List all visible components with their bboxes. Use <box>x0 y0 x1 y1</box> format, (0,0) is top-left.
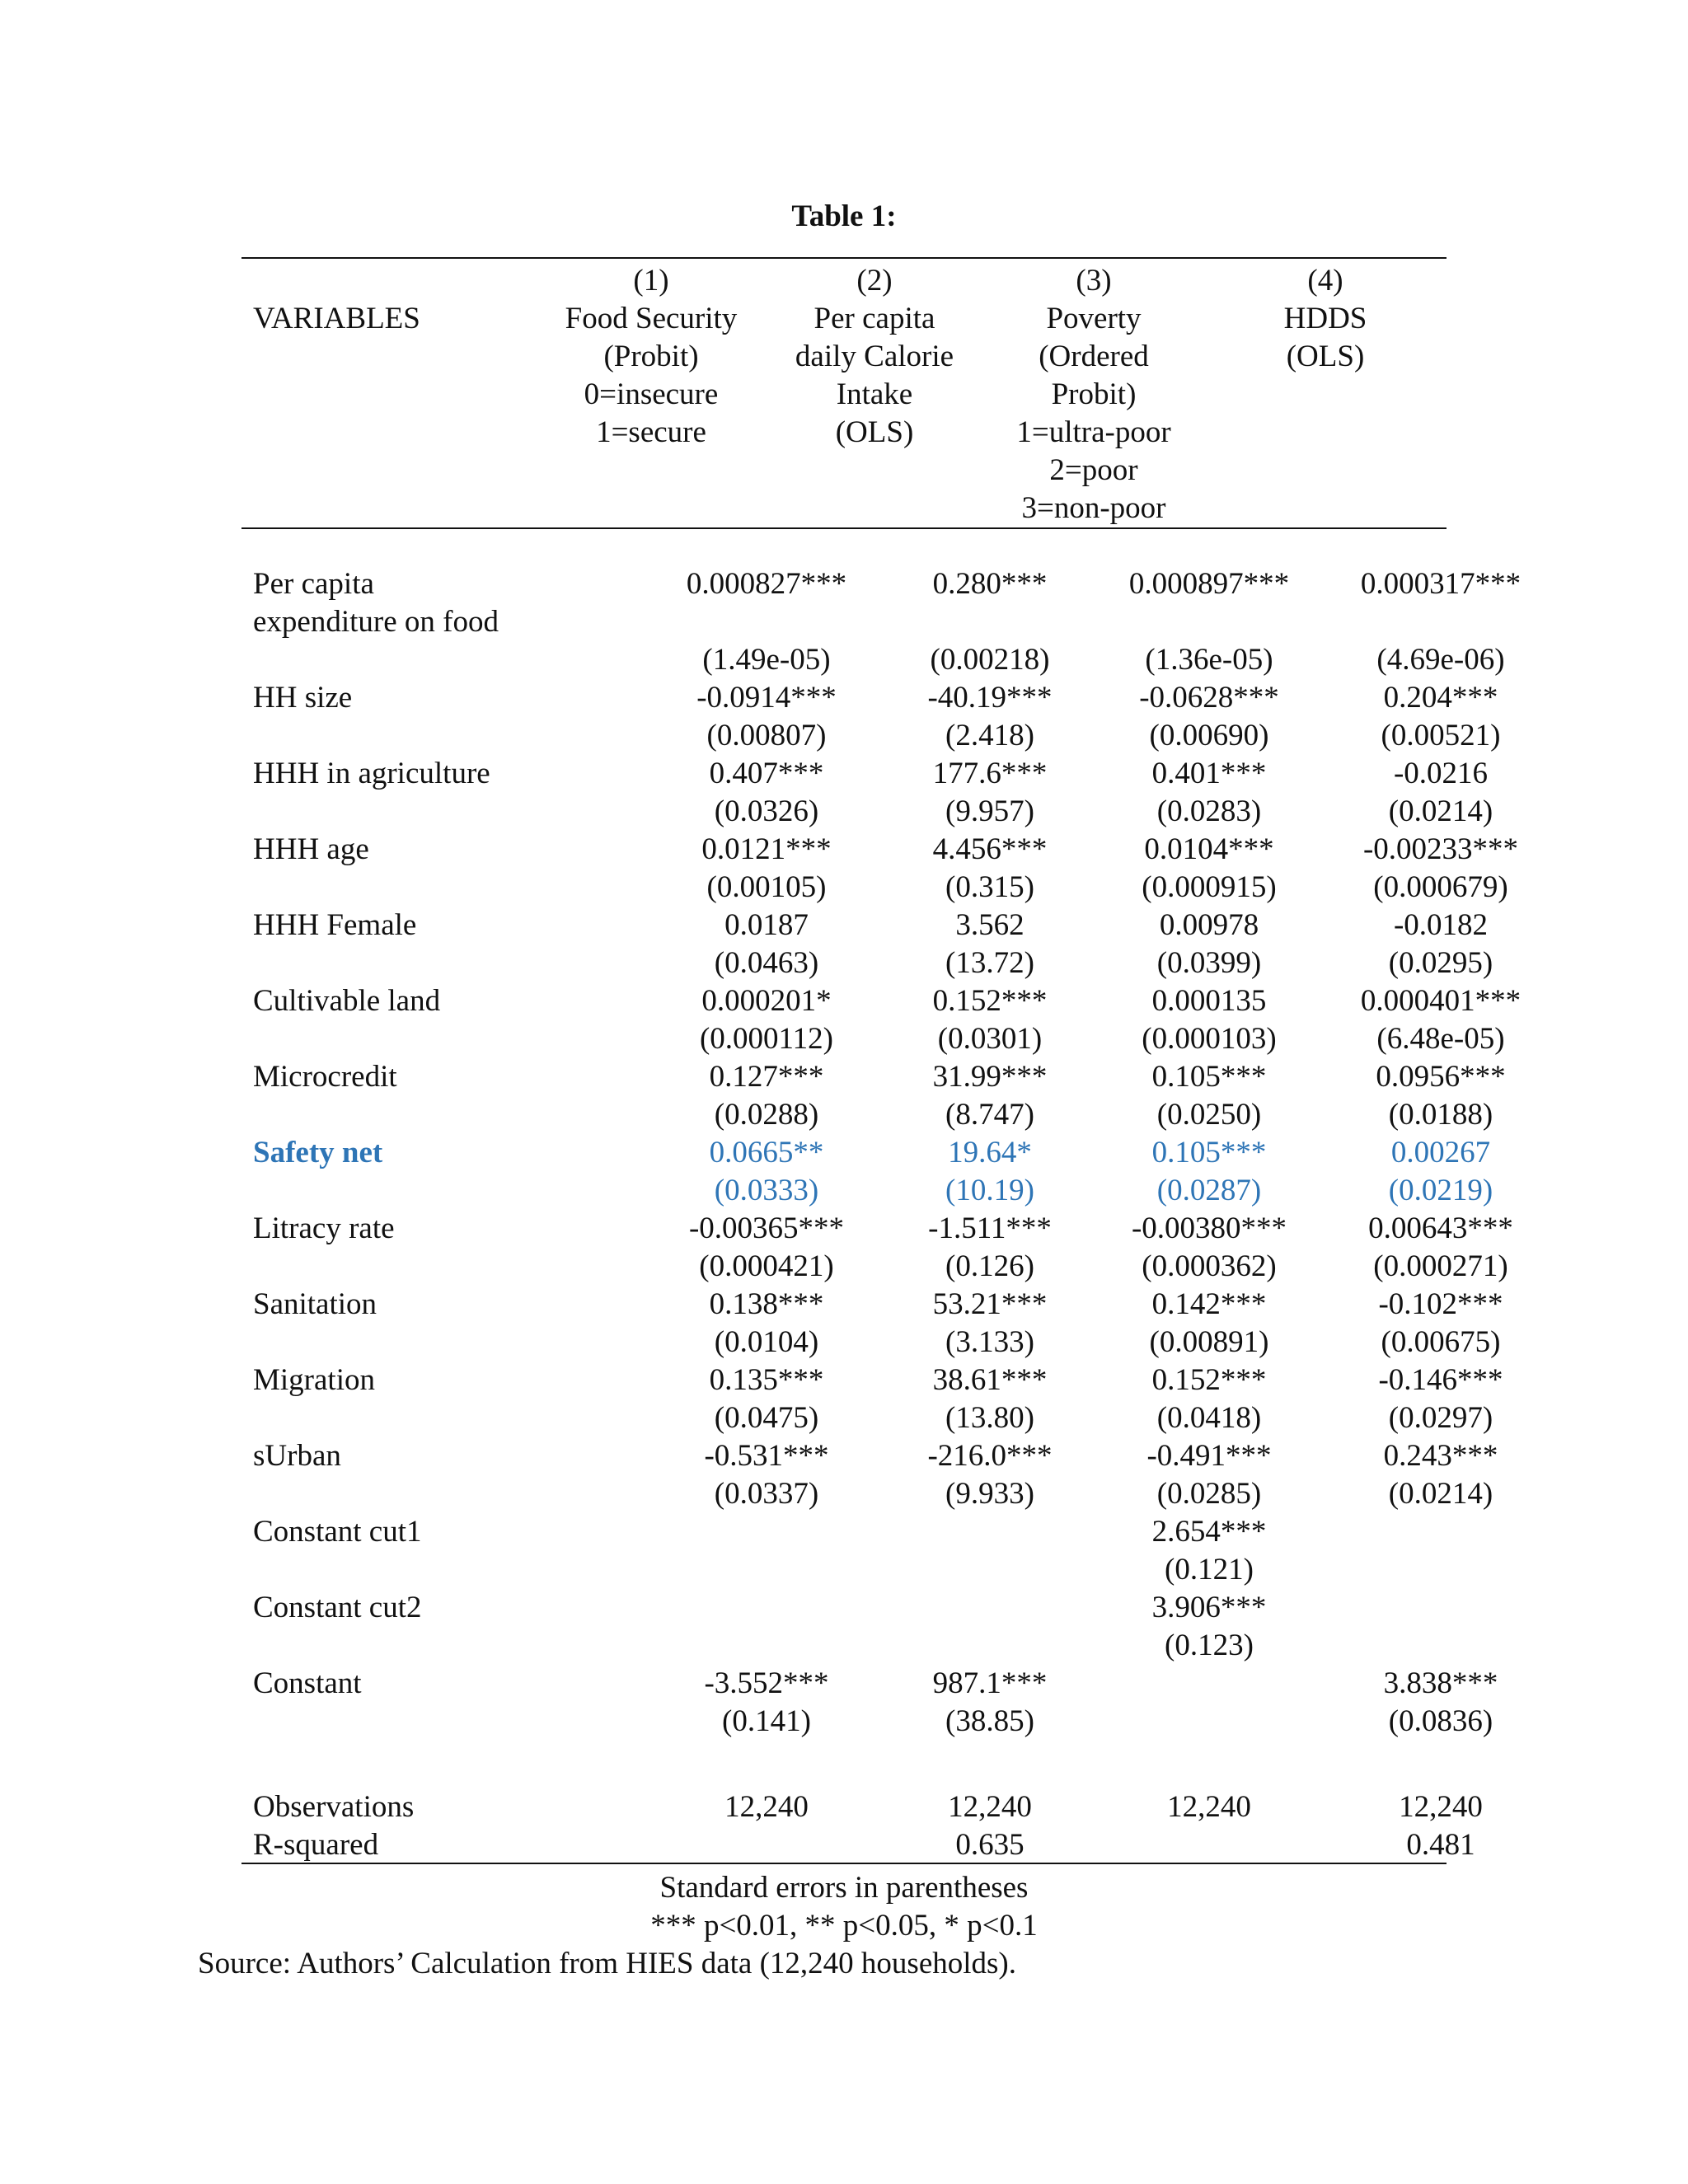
se-cell: (0.00675) <box>1381 1325 1501 1359</box>
se-cell: (2.418) <box>945 719 1034 752</box>
coef-cell: 0.000897*** <box>1128 567 1290 601</box>
column-header-line: 1=ultra-poor <box>1016 415 1171 449</box>
se-cell: (0.00690) <box>1149 719 1269 752</box>
row-label: HHH in agriculture <box>253 757 490 790</box>
column-header-line: (3) <box>1076 264 1112 298</box>
column-header-line: (Ordered <box>1039 340 1149 373</box>
se-cell: (0.0297) <box>1388 1401 1493 1435</box>
column-header-1 <box>544 262 758 452</box>
coef-cell: 0.243*** <box>1383 1439 1498 1473</box>
coef-cell: 38.61*** <box>932 1363 1048 1397</box>
column-header-line: 1=secure <box>596 415 706 449</box>
se-cell: (6.48e-05) <box>1376 1022 1505 1056</box>
se-cell: (0.0463) <box>714 946 819 980</box>
coef-cell: 19.64* <box>948 1136 1032 1169</box>
stats-row-observations <box>241 1788 1483 1826</box>
row-label: Cultivable land <box>253 984 441 1018</box>
se-cell: (0.0283) <box>1156 794 1262 828</box>
se-cell: (0.0333) <box>714 1174 819 1207</box>
table-body <box>241 565 1522 1741</box>
coef-cell: 0.152*** <box>1151 1363 1267 1397</box>
coef-cell: 0.401*** <box>1151 757 1267 790</box>
coef-cell: -40.19*** <box>927 681 1053 715</box>
column-header-4 <box>1218 262 1432 376</box>
column-header-line: (Probit) <box>603 340 699 373</box>
se-cell: (0.0188) <box>1388 1098 1493 1132</box>
coef-cell: 0.0187 <box>724 908 809 942</box>
row-label: Litracy rate <box>253 1212 395 1245</box>
coef-cell: -0.00233*** <box>1362 832 1519 866</box>
column-header-line: (2) <box>856 264 893 298</box>
coef-cell: 0.0665** <box>709 1136 824 1169</box>
coef-cell: 0.204*** <box>1383 681 1498 715</box>
coef-cell: -0.0182 <box>1393 908 1489 942</box>
coef-cell: -0.0628*** <box>1139 681 1279 715</box>
coef-cell: -0.491*** <box>1146 1439 1272 1473</box>
table-row <box>241 1589 1447 1665</box>
coef-cell: -1.511*** <box>928 1212 1052 1245</box>
column-header-line: Probit) <box>1051 377 1137 411</box>
se-cell: (0.0214) <box>1388 1477 1493 1511</box>
column-header-line: Food Security <box>565 302 738 335</box>
se-cell: (10.19) <box>945 1174 1034 1207</box>
se-cell: (0.000915) <box>1142 870 1277 904</box>
column-header-line: Intake <box>836 377 913 411</box>
coef-cell: 3.906*** <box>1151 1591 1267 1624</box>
se-cell: (0.00521) <box>1381 719 1501 752</box>
coef-cell: 3.838*** <box>1383 1666 1498 1700</box>
table-row <box>241 1665 1498 1741</box>
table-row-safety-net <box>241 1134 1493 1210</box>
row-label: R-squared <box>253 1828 379 1862</box>
se-cell: (0.0326) <box>714 794 819 828</box>
table-row <box>241 755 1493 831</box>
row-label: sUrban <box>253 1439 341 1473</box>
coef-cell: 2.654*** <box>1151 1515 1267 1549</box>
se-cell: (3.133) <box>945 1325 1034 1359</box>
column-header-line: (1) <box>633 264 669 298</box>
row-label: Sanitation <box>253 1287 377 1321</box>
table-row <box>241 1210 1513 1286</box>
coef-cell: 0.152*** <box>932 984 1048 1018</box>
row-label: Observations <box>253 1790 415 1824</box>
column-header-line: Poverty <box>1046 302 1142 335</box>
se-cell: (0.0301) <box>937 1022 1043 1056</box>
se-cell: (0.000421) <box>699 1249 834 1283</box>
se-cell: (0.0214) <box>1388 794 1493 828</box>
row-label <box>253 565 499 641</box>
se-cell: (38.85) <box>945 1704 1034 1738</box>
coef-cell: -0.531*** <box>704 1439 829 1473</box>
se-cell: (0.00218) <box>930 643 1050 677</box>
header-rule <box>241 527 1447 529</box>
coef-cell: -0.0914*** <box>696 681 837 715</box>
row-label: HH size <box>253 681 353 715</box>
se-cell: (4.69e-06) <box>1376 643 1505 677</box>
se-cell: (0.0475) <box>714 1401 819 1435</box>
table-row <box>241 1361 1503 1437</box>
source-note: Source: Authors’ Calculation from HIES data (12,240 households). <box>198 1947 1017 1980</box>
coef-cell: 0.135*** <box>709 1363 824 1397</box>
coef-cell: 0.000401*** <box>1360 984 1522 1018</box>
coef-cell: 0.00643*** <box>1368 1212 1513 1245</box>
coef-cell: 0.000135 <box>1151 984 1267 1018</box>
coef-cell: 4.456*** <box>932 832 1048 866</box>
se-cell: (0.126) <box>945 1249 1034 1283</box>
se-cell: (0.00105) <box>706 870 827 904</box>
coef-cell: 0.00267 <box>1390 1136 1491 1169</box>
row-label: Constant cut1 <box>253 1515 422 1549</box>
coef-cell: 0.105*** <box>1151 1060 1267 1094</box>
stat-cell: 12,240 <box>1399 1790 1483 1824</box>
column-header-line: (OLS) <box>1286 340 1365 373</box>
table-title: Table 1: <box>791 199 897 233</box>
column-header-line: 0=insecure <box>584 377 719 411</box>
column-header-line: (4) <box>1307 264 1343 298</box>
coef-cell: 53.21*** <box>932 1287 1048 1321</box>
se-cell: (0.0418) <box>1156 1401 1262 1435</box>
table-row <box>241 907 1493 982</box>
row-label: Migration <box>253 1363 375 1397</box>
se-cell: (0.121) <box>1165 1553 1254 1586</box>
stat-cell: 12,240 <box>948 1790 1032 1824</box>
table-row <box>241 982 1522 1058</box>
column-header-3 <box>987 262 1201 527</box>
stats-row-r-squared <box>241 1826 1475 1864</box>
row-label: Microcredit <box>253 1060 397 1094</box>
row-label: HHH Female <box>253 908 417 942</box>
se-cell: (0.0250) <box>1156 1098 1262 1132</box>
row-label-line: expenditure on food <box>253 605 499 639</box>
coef-cell: 0.0956*** <box>1376 1060 1506 1094</box>
table-row <box>241 831 1519 907</box>
se-cell: (9.933) <box>945 1477 1034 1511</box>
coef-cell: 0.00978 <box>1159 908 1259 942</box>
row-label: Constant <box>253 1666 362 1700</box>
coef-cell: -3.552*** <box>704 1666 829 1700</box>
se-cell: (9.957) <box>945 794 1034 828</box>
column-header-line: HDDS <box>1283 302 1367 335</box>
coef-cell: 31.99*** <box>932 1060 1048 1094</box>
se-cell: (0.0285) <box>1156 1477 1262 1511</box>
se-cell: (0.123) <box>1165 1629 1254 1662</box>
se-cell: (0.00891) <box>1149 1325 1269 1359</box>
coef-cell: 0.105*** <box>1151 1136 1267 1169</box>
column-header-line: (OLS) <box>835 415 914 449</box>
se-cell: (13.80) <box>945 1401 1034 1435</box>
row-label: HHH age <box>253 832 369 866</box>
coef-cell: -0.00380*** <box>1131 1212 1287 1245</box>
table-row <box>241 1513 1447 1589</box>
se-cell: (0.141) <box>722 1704 811 1738</box>
coef-cell: -0.102*** <box>1378 1287 1503 1321</box>
se-cell: (0.000362) <box>1142 1249 1277 1283</box>
coef-cell: 3.562 <box>955 908 1025 942</box>
column-header-line: 3=non-poor <box>1021 491 1166 525</box>
table-stats <box>241 1788 1483 1864</box>
se-cell: (0.0295) <box>1388 946 1493 980</box>
top-rule <box>241 257 1447 259</box>
se-cell: (0.000271) <box>1373 1249 1508 1283</box>
se-cell: (8.747) <box>945 1098 1034 1132</box>
coef-cell: 0.000201* <box>701 984 832 1018</box>
coef-cell: -0.00365*** <box>688 1212 845 1245</box>
footnote-standard-errors: Standard errors in parentheses <box>659 1871 1029 1905</box>
table-row <box>241 565 1522 679</box>
se-cell: (1.36e-05) <box>1145 643 1273 677</box>
stat-cell: 12,240 <box>1167 1790 1251 1824</box>
table-row <box>241 679 1501 755</box>
stat-cell: 12,240 <box>724 1790 809 1824</box>
table-row <box>241 1437 1498 1513</box>
column-header-line: daily Calorie <box>795 340 954 373</box>
coef-cell: 0.407*** <box>709 757 824 790</box>
variables-header: VARIABLES <box>253 302 420 335</box>
se-cell: (0.0219) <box>1388 1174 1493 1207</box>
se-cell: (0.00807) <box>706 719 827 752</box>
row-label: Constant cut2 <box>253 1591 422 1624</box>
coef-cell: 0.127*** <box>709 1060 824 1094</box>
se-cell: (0.000679) <box>1373 870 1508 904</box>
coef-cell: 0.138*** <box>709 1287 824 1321</box>
coef-cell: -216.0*** <box>927 1439 1053 1473</box>
table-row <box>241 1286 1503 1361</box>
se-cell: (0.0287) <box>1156 1174 1262 1207</box>
row-label: Safety net <box>253 1136 383 1169</box>
coef-cell: 0.000827*** <box>686 567 847 601</box>
coef-cell: 0.000317*** <box>1360 567 1522 601</box>
coef-cell: 0.0104*** <box>1144 832 1274 866</box>
coef-cell: 0.280*** <box>932 567 1048 601</box>
stat-cell: 0.481 <box>1406 1828 1475 1862</box>
coef-cell: -0.0216 <box>1393 757 1489 790</box>
column-header-2 <box>767 262 982 452</box>
se-cell: (0.0288) <box>714 1098 819 1132</box>
se-cell: (0.0836) <box>1388 1704 1493 1738</box>
column-header-line: Per capita <box>814 302 935 335</box>
bottom-rule <box>241 1863 1447 1864</box>
se-cell: (0.315) <box>945 870 1034 904</box>
se-cell: (1.49e-05) <box>702 643 831 677</box>
footnote-significance: *** p<0.01, ** p<0.05, * p<0.1 <box>650 1909 1038 1943</box>
table-row <box>241 1058 1506 1134</box>
se-cell: (0.0399) <box>1156 946 1262 980</box>
coef-cell: 177.6*** <box>932 757 1048 790</box>
coef-cell: 0.142*** <box>1151 1287 1267 1321</box>
se-cell: (0.0104) <box>714 1325 819 1359</box>
coef-cell: 0.0121*** <box>701 832 832 866</box>
column-header-line: 2=poor <box>1049 453 1138 487</box>
se-cell: (13.72) <box>945 946 1034 980</box>
stat-cell: 0.635 <box>955 1828 1025 1862</box>
se-cell: (0.0337) <box>714 1477 819 1511</box>
coef-cell: 987.1*** <box>932 1666 1048 1700</box>
se-cell: (0.000112) <box>699 1022 834 1056</box>
se-cell: (0.000103) <box>1142 1022 1277 1056</box>
coef-cell: -0.146*** <box>1378 1363 1503 1397</box>
row-label-line: Per capita <box>253 567 374 601</box>
